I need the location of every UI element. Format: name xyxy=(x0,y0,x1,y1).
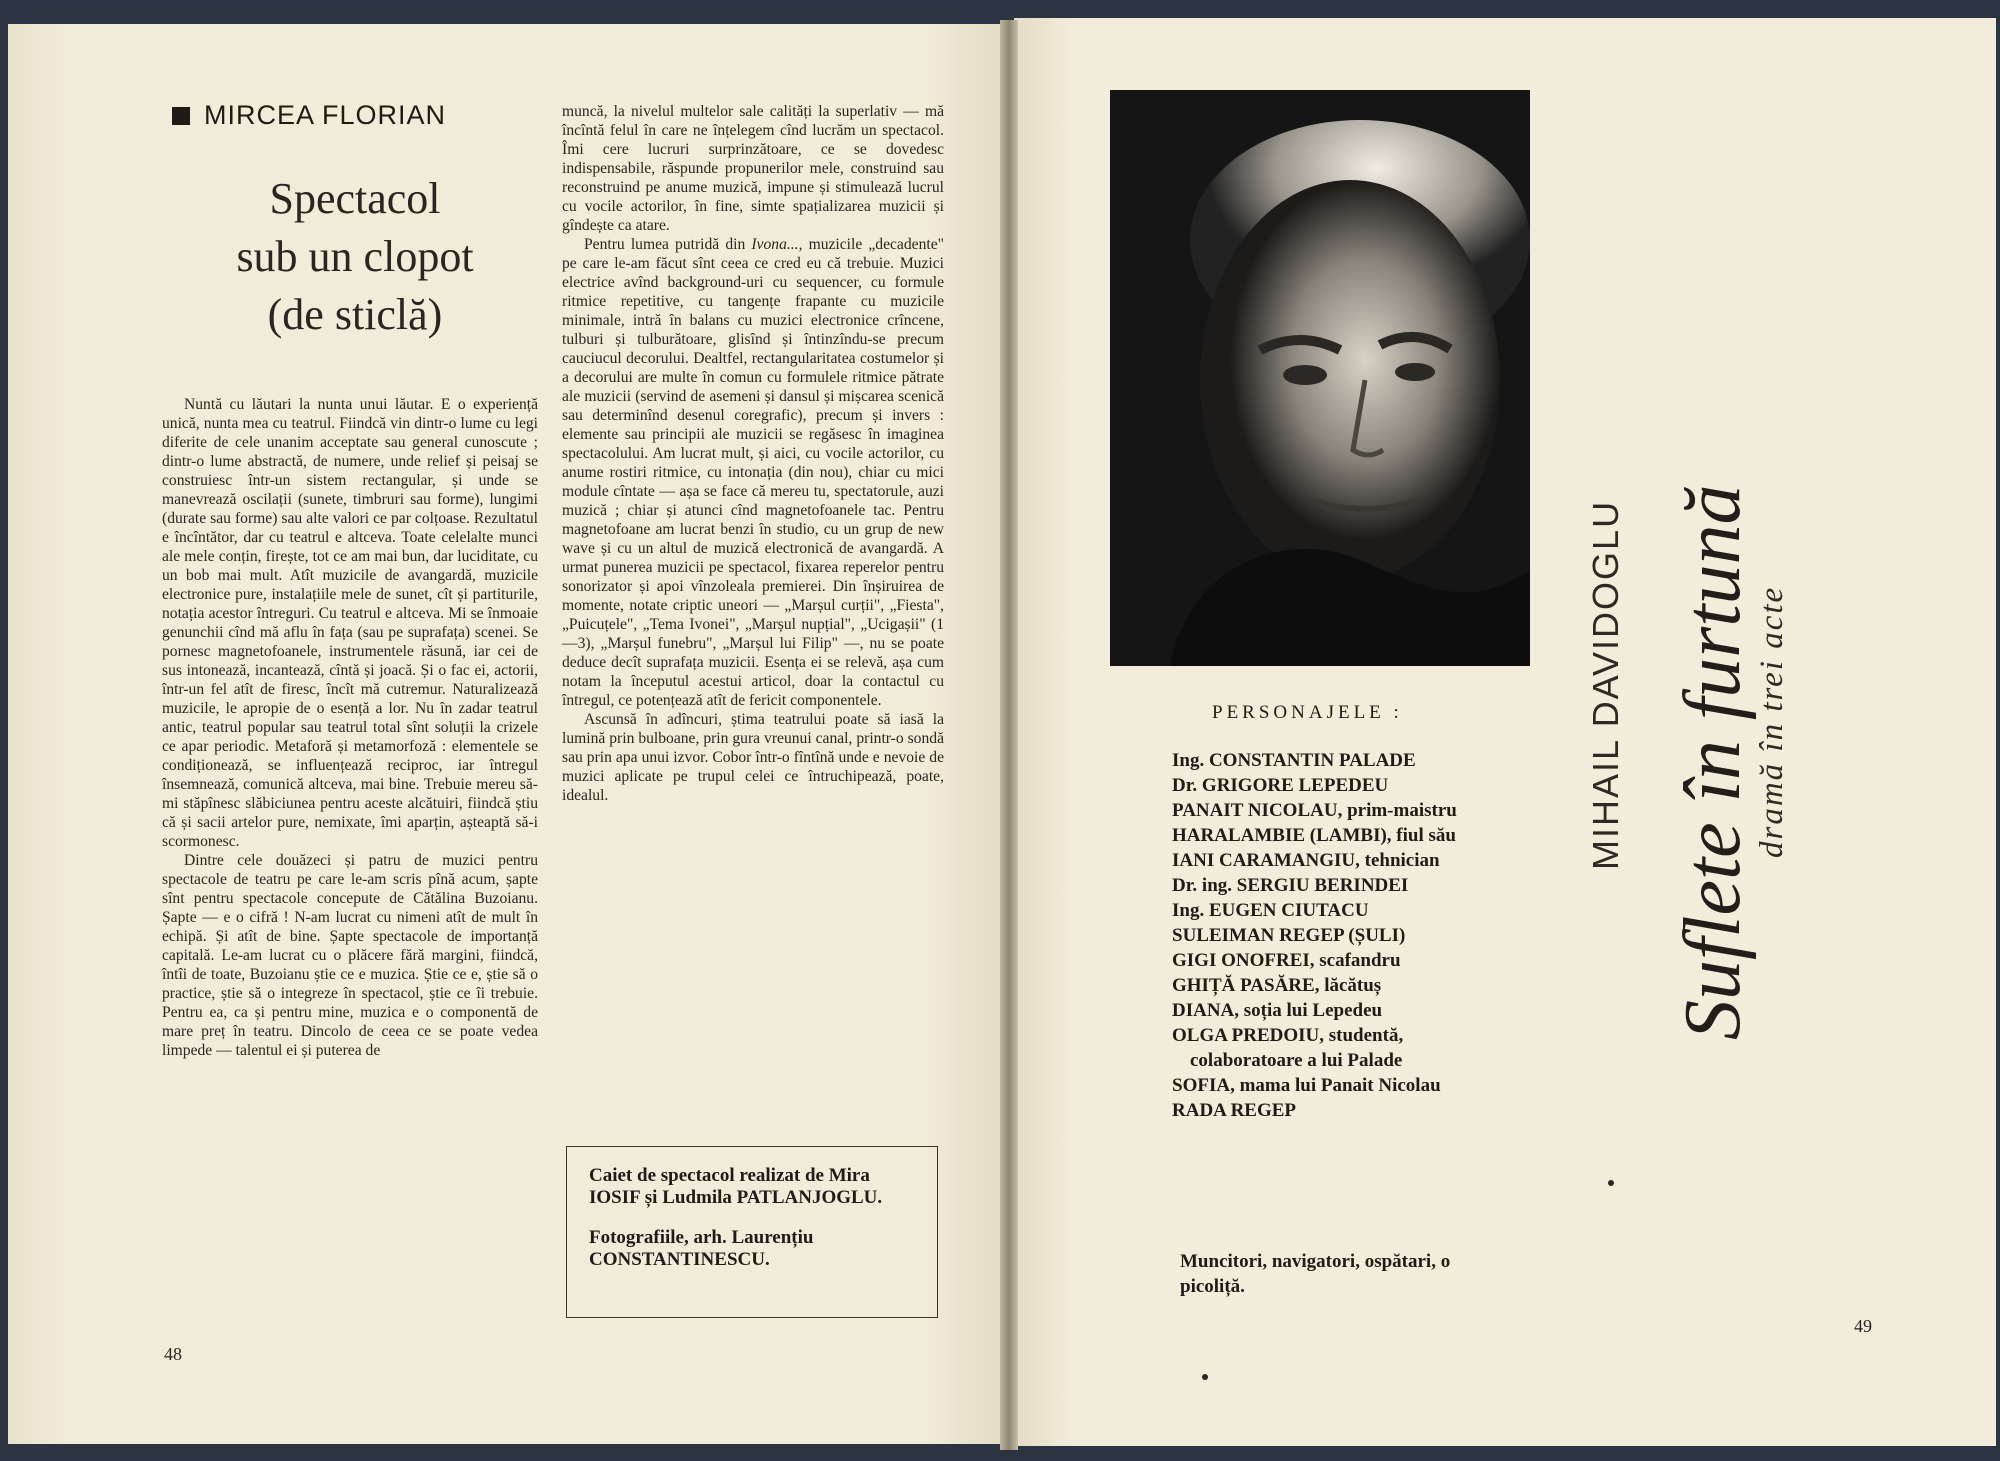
article-author xyxy=(172,100,446,131)
article-paragraph: Ascunsă în adîncuri, știma teatrului poate să iasă la lumină prin bulboane, prin gura vreunui canal, printr-o sondă sau prin apa unui izvor. Cobor într-o fîntînă unde e nevoie de muzici aplicate pe trupul celei ce întruchipează, poate, idealul. xyxy=(562,711,944,804)
article-column-1 xyxy=(162,395,538,1060)
article-title-line: (de sticlă) xyxy=(267,290,443,339)
cast-item: Dr. ing. SERGIU BERINDEI xyxy=(1172,875,1409,896)
page-number-left: 48 xyxy=(164,1344,182,1364)
cast-heading: PERSONAJELE : xyxy=(1212,702,1403,723)
play-subtitle: dramă în trei acte xyxy=(1754,585,1790,858)
portrait-image xyxy=(1110,90,1530,666)
article-title-line: Spectacol xyxy=(269,174,441,223)
cast-item: PANAIT NICOLAU, prim-maistru xyxy=(1172,800,1457,821)
cast-item: GIGI ONOFREI, scafandru xyxy=(1172,950,1401,971)
page-number-right: 49 xyxy=(1854,1316,1872,1336)
cast-item: OLGA PREDOIU, studentă, colaboratoare a lui Palade xyxy=(1172,1025,1404,1071)
cast-item: DIANA, soția lui Lepedeu xyxy=(1172,1000,1383,1021)
article-paragraph: Nuntă cu lăutari la nunta unui lăutar. E o experiență unică, nunta mea cu teatrul. Fiindcă vin dintr-o lume cu legi diferite de cele unanim acceptate sau general cunoscute ; dintr-o lume abstractă, de numere, unde relief și peisaj se construiesc într-un sistem rectangular, și unde se manevrează oscilații (sunete, timbruri sau forme), lungimi (durate sau forme) sau alte valori ce par colțoase. Rezultatul e încîntător, dar cu teatrul e altceva. Toate celelalte munci ale mele conțin, firește, tot ce am mai bun, dar luciditate, cu un bob mai mult. Atît muzicile de avangardă, muzicile electronice pure, instalațiile mele de sunet, cît și partiturile, notația acestor întreguri. Cu teatrul e altceva. Mi se înmoaie genunchii cînd mă aflu în fața (sau pe suprafața) scenei. Se pornesc magnetofoanele, instrumentele răsună, iar cei de sus intonează, incantează, cîntă și joacă. Și o fac ei, actorii, într-un fel atît de firesc, încît mă cutremur. Naturalizează muzicile, le apropie de o esență a lor. Nu în zadar teatrul antic, teatrul popular sau teatrul total sînt soluții la crizele ce apar periodic. Metaforă și metamorfoză : elementele se condiționează, se influențează reciproc, iar întregul însemnează, comunică altceva, mai bine. Trebuie mereu să-mi stăpînesc slăbiciunea pentru aceste alcătuiri, fiindcă știu că și sacii artelor pure, nemixate, îmi aparțin, așteaptă să-i scormonesc. xyxy=(162,396,538,850)
paragraph-text: , muzicile „decadente" pe care le-am făcut sînt ceea ce cred eu că trebuie. Muzici electrice avînd background-uri cu sequencer, cu formule ritmice repetitive, cu tangențe frapante cu muzicile minimale, intră în balans cu muzici electronice crîncene, tulburi și tulburătoare, glisînd și întinzîndu-se precum cauciucul decorului. Dealtfel, rectangularitatea costumelor și a decorului are multe în comun cu formulele ritmice pătrate ale muzicii (servind de asemeni și dansul și mișcarea scenică sau determinînd desenul coregrafic), precum și invers : elemente sau principii ale muzicii se regăsesc în imaginea spectacolului. Am lucrat mult, și aici, cu vocile actorilor, cu anume rostiri ritmice, cu intonația (din nou), chiar cu mici module cîntate — așa se face că mereu tu, spectatorule, auzi muzică ; chiar și atunci cînd magnetofoanele tac. Pentru magnetofoane am lucrat benzi în studio, cu un grup de new wave și cu un altul de muzică electronică de avangardă. A urmat punerea muzicii pe spectacol, fixarea reperelor pentru sonorizator și apoi vînzoleala premierei. Din înșiruirea de momente, notate criptic uneori — „Marșul curții", „Fiesta", „Puicuțele", „Tema Ivonei", „Marșul nupțial", „Ucigașii" (1—3), „Marșul funebru", „Marșul lui Filip" —, nu se poate deduce decît suprafața muzicii. Esența ei se relevă, așa cum notam la începutul acestui articol, doar la contactul cu întregul, ce potențează atît de fericit componentele. xyxy=(562,236,944,709)
cast-extras: Muncitori, navigatori, ospătari, o picoliță. xyxy=(1180,1251,1451,1297)
article-title-line: sub un clopot xyxy=(236,232,474,281)
article-paragraph xyxy=(562,235,944,710)
square-bullet-icon xyxy=(172,107,190,125)
play-author: MIHAIL DAVIDOGLU xyxy=(1585,499,1626,870)
cast-item: Ing. CONSTANTIN PALADE xyxy=(1172,750,1416,771)
article-author-name: MIRCEA FLORIAN xyxy=(204,100,447,130)
paragraph-text: Pentru lumea putridă din xyxy=(584,236,752,253)
credits-box xyxy=(566,1146,938,1318)
cast-item: SOFIA, mama lui Panait Nicolau xyxy=(1172,1075,1441,1096)
article-title xyxy=(190,170,520,344)
cast-item: Ing. EUGEN CIUTACU xyxy=(1172,900,1369,921)
article-paragraph: muncă, la nivelul multelor sale calități la superlativ — mă încîntă felul în care ne înțelegem cînd lucrăm un spectacol. Îmi cere lucruri surprinzătoare, ce se dovedesc indispensabile, răspunde propunerilor mele, construind sau reconstruind pe anume muzică, impune și stimulează lucrul cu vocile actorilor, în fine, simte spațializarea muzicii și gîndește ca atare. xyxy=(562,103,944,234)
cast-item: SULEIMAN REGEP (ȘULI) xyxy=(1172,925,1406,946)
play-title-italic: Ivona... xyxy=(751,236,799,253)
cast-item: IANI CARAMANGIU, tehnician xyxy=(1172,850,1440,871)
credits-editors: Caiet de spectacol realizat de Mira IOSIF și Ludmila PATLANJOGLU. xyxy=(589,1165,883,1208)
article-column-2 xyxy=(562,102,944,805)
cast-item: HARALAMBIE (LAMBI), fiul său xyxy=(1172,825,1456,846)
cast-item: RADA REGEP xyxy=(1172,1100,1297,1121)
page-speck xyxy=(1202,1374,1208,1380)
page-speck xyxy=(1608,1180,1614,1186)
cast-list xyxy=(1172,748,1502,1123)
cast-item: GHIȚĂ PASĂRE, lăcătuș xyxy=(1172,975,1382,996)
author-portrait-photo xyxy=(1110,90,1530,666)
article-paragraph: Dintre cele douăzeci și patru de muzici pentru spectacole de teatru pe care le-am scris pînă acum, șapte sînt pentru spectacole concepute de Cătălina Buzoianu. Șapte — e o cifră ! N-am lucrat cu nimeni atît de mult în echipă. Și atît de bine. Șapte spectacole de importanță capitală. Le-am lucrat cu o plăcere fără margini, fiindcă, întîi de toate, Buzoianu știe ce e muzica. Știe ce e, știe să o practice, știe să o integreze în spectacol, știe ce îi trebuie. Pentru ea, ca și pentru mine, muzica e o componentă de mare preț în teatru. Dincolo de ceea ce se poate vedea limpede — talentul ei și puterea de xyxy=(162,852,538,1059)
book-gutter xyxy=(1000,20,1018,1450)
cast-item: Dr. GRIGORE LEPEDEU xyxy=(1172,775,1389,796)
credits-photos: Fotografiile, arh. Laurențiu CONSTANTINESCU. xyxy=(589,1227,814,1270)
play-title: Suflete în furtună xyxy=(1669,484,1757,1040)
